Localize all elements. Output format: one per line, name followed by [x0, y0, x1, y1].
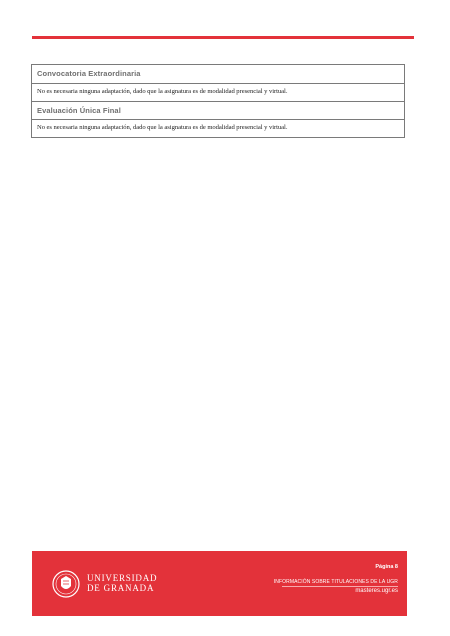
footer-divider [282, 586, 398, 587]
site-url[interactable]: masteres.ugr.es [355, 588, 398, 594]
header-divider [32, 36, 414, 39]
titulaciones-info-label: INFORMACIÓN SOBRE TITULACIONES DE LA UGR [273, 579, 398, 585]
university-name-line1: UNIVERSIDAD [87, 573, 158, 583]
footer-banner [32, 551, 407, 616]
section-text-evaluacion: No es necesaria ninguna adaptación, dado que la asignatura es de modalidad presencial y virtual. [32, 119, 404, 137]
page-number: Página 8 [375, 564, 398, 570]
university-name-line2: DE GRANADA [87, 583, 155, 593]
content-table [31, 64, 405, 138]
university-name [87, 573, 157, 593]
section-text-convocatoria: No es necesaria ninguna adaptación, dado que la asignatura es de modalidad presencial y virtual. [32, 83, 404, 101]
section-heading-evaluacion: Evaluación Única Final [32, 101, 404, 119]
university-crest-icon [52, 569, 80, 599]
section-heading-convocatoria: Convocatoria Extraordinaria [37, 69, 141, 78]
